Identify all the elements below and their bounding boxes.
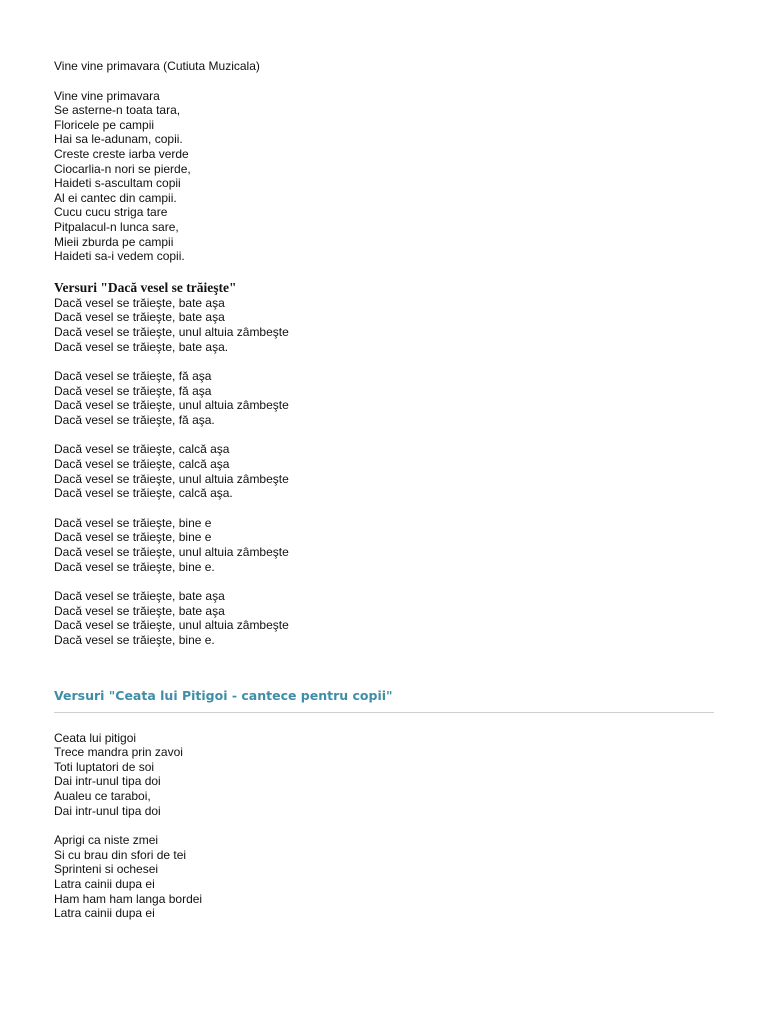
lyric-line: Dacă vesel se trăieşte, bine e xyxy=(54,515,212,530)
document-title: Vine vine primavara (Cutiuta Muzicala) xyxy=(54,59,260,73)
lyric-line: Aualeu ce taraboi, xyxy=(54,788,151,803)
song3-stanza xyxy=(54,731,714,819)
lyric-line: Haideti sa-i vedem copii. xyxy=(54,249,185,264)
lyric-line: Dacă vesel se trăieşte, fă aşa xyxy=(54,369,212,384)
lyric-line: Dacă vesel se trăieşte, unul altuia zâmbeşte xyxy=(54,545,289,560)
spacer xyxy=(54,354,714,369)
lyric-line: Floricele pe campii xyxy=(54,117,155,132)
lyric-line: Pitpalacul-n lunca sare, xyxy=(54,219,179,234)
lyric-line: Vine vine primavara xyxy=(54,88,160,103)
lyric-line: Dacă vesel se trăieşte, unul altuia zâmbeşte xyxy=(54,618,289,633)
lyric-line: Dai intr-unul tipa doi xyxy=(54,774,161,789)
lyric-line: Al ei cantec din campii. xyxy=(54,190,177,205)
lyric-line: Dacă vesel se trăieşte, fă aşa. xyxy=(54,412,215,427)
song2-stanza xyxy=(54,589,714,647)
spacer xyxy=(54,74,714,89)
lyric-line: Dacă vesel se trăieşte, unul altuia zâmbeşte xyxy=(54,398,289,413)
lyric-line: Dacă vesel se trăieşte, bate aşa xyxy=(54,603,225,618)
lyric-line: Dacă vesel se trăieşte, calcă aşa. xyxy=(54,486,233,501)
lyric-line: Creste creste iarba verde xyxy=(54,146,189,161)
lyric-line: Dacă vesel se trăieşte, bine e. xyxy=(54,633,215,647)
lyric-line: Aprigi ca niste zmei xyxy=(54,833,159,848)
lyric-line: Dai intr-unul tipa doi xyxy=(54,803,161,818)
song2-stanza xyxy=(54,296,714,354)
lyric-line: Haideti s-ascultam copii xyxy=(54,176,181,191)
song1-stanza xyxy=(54,89,714,264)
song2-heading: Versuri "Dacă vesel se trăieşte" xyxy=(54,279,237,295)
lyric-line: Sprinteni si ochesei xyxy=(54,862,159,877)
lyric-line: Dacă vesel se trăieşte, fă aşa xyxy=(54,383,212,398)
lyric-line: Dacă vesel se trăieşte, bate aşa. xyxy=(54,339,229,354)
spacer xyxy=(54,501,714,516)
lyric-line: Dacă vesel se trăieşte, calcă aşa xyxy=(54,457,230,472)
lyric-line: Cucu cucu striga tare xyxy=(54,205,168,220)
lyric-line: Dacă vesel se trăieşte, calcă aşa xyxy=(54,442,230,457)
lyric-line: Se asterne-n toata tara, xyxy=(54,103,181,118)
spacer xyxy=(54,713,714,731)
lyric-line: Dacă vesel se trăieşte, unul altuia zâmbeşte xyxy=(54,471,289,486)
lyric-line: Dacă vesel se trăieşte, unul altuia zâmbeşte xyxy=(54,324,289,339)
song3-stanza xyxy=(54,833,714,921)
lyric-line: Dacă vesel se trăieşte, bine e xyxy=(54,530,212,545)
lyric-line: Dacă vesel se trăieşte, bate aşa xyxy=(54,310,225,325)
song2-stanza xyxy=(54,516,714,574)
document-page xyxy=(54,59,714,921)
lyric-line: Dacă vesel se trăieşte, bate aşa xyxy=(54,295,225,310)
lyric-line: Dacă vesel se trăieşte, bine e. xyxy=(54,559,215,574)
lyric-line: Ceata lui pitigoi xyxy=(54,730,137,745)
spacer xyxy=(54,574,714,589)
lyric-line: Hai sa le-adunam, copii. xyxy=(54,132,183,147)
lyric-line: Ham ham ham langa bordei xyxy=(54,891,203,906)
song2-stanza xyxy=(54,369,714,427)
lyric-line: Ciocarlia-n nori se pierde, xyxy=(54,161,191,176)
song2-stanza xyxy=(54,442,714,500)
spacer xyxy=(54,818,714,833)
lyric-line: Latra cainii dupa ei xyxy=(54,876,155,891)
lyric-line: Dacă vesel se trăieşte, bate aşa xyxy=(54,589,225,604)
lyric-line: Mieii zburda pe campii xyxy=(54,234,174,249)
lyric-line: Si cu brau din sfori de tei xyxy=(54,847,187,862)
song3-heading: Versuri "Ceata lui Pitigoi - cantece pentru copii" xyxy=(54,688,714,713)
lyric-line: Toti luptatori de soi xyxy=(54,759,155,774)
lyric-line: Latra cainii dupa ei xyxy=(54,906,155,921)
lyric-line: Trece mandra prin zavoi xyxy=(54,745,183,760)
spacer xyxy=(54,427,714,442)
